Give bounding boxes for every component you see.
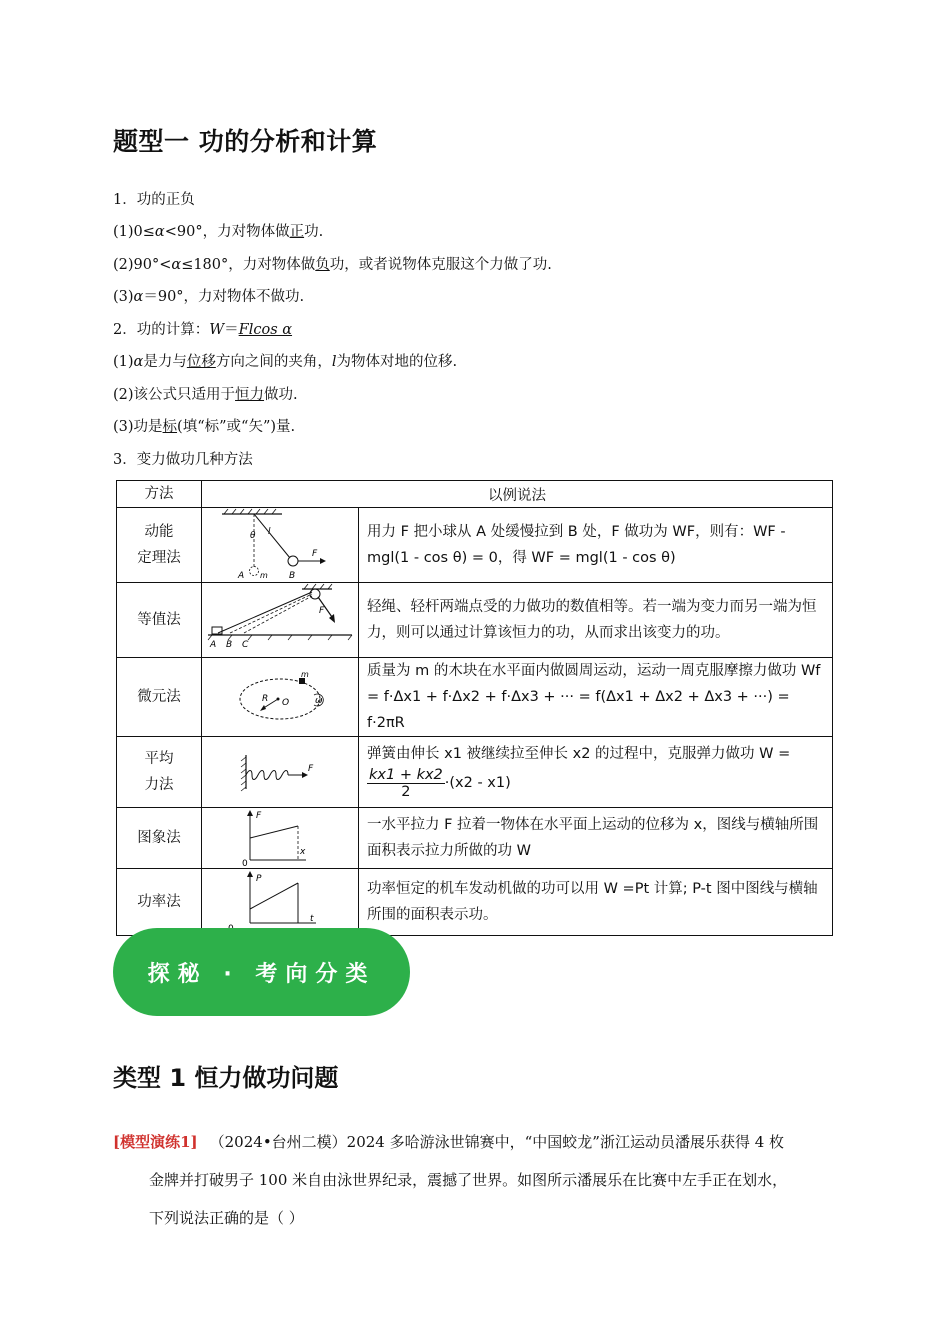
label-R: R bbox=[262, 694, 269, 704]
underlined-answer: 标 bbox=[162, 419, 178, 435]
type-heading: 类型 1 恒力做功问题 bbox=[113, 1064, 339, 1092]
text: (3) bbox=[113, 289, 134, 305]
method-name: 平均 力法 bbox=[117, 737, 202, 808]
label-P: P bbox=[256, 874, 262, 884]
text: (1) bbox=[113, 354, 134, 370]
method-desc: 质量为 m 的木块在水平面内做圆周运动，运动一周克服摩擦力做功 Wf = f·Δx1 + f·Δx2 + f·Δx3 + ··· = f(Δx1 + Δx2 + Δx3 + ···) = f·2πR bbox=[359, 658, 833, 737]
fraction-denominator: 2 bbox=[401, 783, 411, 800]
text: (2)该公式只适用于 bbox=[113, 387, 236, 403]
var: α bbox=[133, 354, 144, 370]
sec2-line-1 bbox=[113, 350, 457, 371]
table-row bbox=[117, 583, 833, 658]
var: α bbox=[171, 257, 182, 273]
label-F: F bbox=[319, 606, 325, 616]
pendulum-diagram bbox=[202, 508, 358, 582]
question-line-2: 金牌并打破男子 100 米自由泳世界纪录，震撼了世界。如图所示潘展乐在比赛中左手正在划水， bbox=[149, 1171, 788, 1189]
var: l bbox=[331, 354, 337, 370]
underlined-answer: 位移 bbox=[186, 354, 216, 370]
fx-graph-figure bbox=[202, 808, 359, 869]
text: ＝90°，力对物体不做功. bbox=[143, 289, 305, 305]
label-F: F bbox=[256, 811, 262, 821]
method-name: 微元法 bbox=[117, 658, 202, 737]
var: W bbox=[209, 322, 225, 338]
circular-motion-diagram bbox=[202, 667, 358, 727]
label-x: x bbox=[300, 847, 306, 857]
text: 方向之间的夹角， bbox=[215, 354, 332, 370]
question-line-1 bbox=[113, 1131, 784, 1152]
label-theta: θ bbox=[250, 531, 256, 541]
f-x-graph bbox=[202, 808, 358, 868]
label-F: F bbox=[308, 764, 314, 774]
section-1-title: 1．功的正负 bbox=[113, 192, 195, 208]
label-A: A bbox=[210, 640, 217, 650]
desc-line-1: 弹簧由伸长 x1 被继续拉至伸长 x2 的过程中，克服弹力做功 W = bbox=[367, 745, 791, 762]
label-m: m bbox=[260, 571, 268, 580]
spring-diagram bbox=[202, 737, 358, 807]
table-row bbox=[117, 508, 833, 583]
method-desc: 一水平拉力 F 拉着一物体在水平面上运动的位移为 x，图线与横轴所围面积表示拉力所做的功 W bbox=[359, 808, 833, 869]
pt-graph-figure bbox=[202, 869, 359, 936]
label-A: A bbox=[238, 571, 245, 581]
p-t-graph bbox=[202, 869, 358, 935]
question-tag: [模型演练1] bbox=[113, 1133, 198, 1151]
text: (1)0≤ bbox=[113, 224, 155, 240]
rope-diagram bbox=[202, 583, 358, 657]
text: 是力与 bbox=[143, 354, 187, 370]
section-3-title: 3．变力做功几种方法 bbox=[113, 452, 253, 468]
desc-line-2 bbox=[367, 767, 824, 800]
sec1-line-3 bbox=[113, 285, 304, 306]
text: (填“标”或“矢”)量. bbox=[177, 419, 296, 435]
method-desc bbox=[359, 737, 833, 808]
section-banner bbox=[113, 928, 410, 1016]
method-name: 动能 定理法 bbox=[117, 508, 202, 583]
fraction-tail: ·(x2 - x1) bbox=[444, 775, 511, 791]
table-header bbox=[117, 481, 833, 508]
underlined-formula: Flcos α bbox=[238, 322, 293, 338]
sec1-line-1 bbox=[113, 220, 323, 241]
text: 功，或者说物体克服这个力做了功. bbox=[329, 257, 552, 273]
text: <90°，力对物体做 bbox=[164, 224, 290, 240]
question-text: （2024•台州二模）2024 多哈游泳世锦赛中，“中国蛟龙”浙江运动员潘展乐获得 4 枚 bbox=[209, 1133, 785, 1151]
page-title: 题型一 功的分析和计算 bbox=[113, 127, 378, 156]
text: ＝ bbox=[224, 322, 239, 338]
table-row bbox=[117, 808, 833, 869]
label-m: m bbox=[301, 670, 309, 679]
method-desc: 功率恒定的机车发动机做的功可以用 W =Pt 计算; P-t 图中图线与横轴所围的面积表示功。 bbox=[359, 869, 833, 936]
label-l: l bbox=[268, 527, 271, 537]
label-B: B bbox=[289, 571, 296, 581]
method-name: 等值法 bbox=[117, 583, 202, 658]
table-row bbox=[117, 658, 833, 737]
spring-figure bbox=[202, 737, 359, 808]
circle-figure bbox=[202, 658, 359, 737]
rope-figure bbox=[202, 583, 359, 658]
text: 功. bbox=[304, 224, 324, 240]
var: α bbox=[154, 224, 165, 240]
label-B: B bbox=[226, 640, 233, 650]
underlined-answer: 正 bbox=[289, 224, 305, 240]
header-example: 以例说法 bbox=[202, 481, 833, 508]
question-line-3: 下列说法正确的是（ ） bbox=[149, 1209, 304, 1227]
table-row bbox=[117, 737, 833, 808]
table-row bbox=[117, 869, 833, 936]
text: 为物体对地的位移. bbox=[336, 354, 458, 370]
section-2-title bbox=[113, 318, 292, 339]
label-O: O bbox=[282, 698, 290, 708]
method-desc: 轻绳、轻杆两端点受的力做功的数值相等。若一端为变力而另一端为恒力，则可以通过计算该恒力的功，从而求出该变力的功。 bbox=[359, 583, 833, 658]
fraction-numerator: kx1 + kx2 bbox=[369, 766, 443, 783]
header-method: 方法 bbox=[117, 481, 202, 508]
label-F: F bbox=[312, 549, 318, 559]
sec1-line-2 bbox=[113, 253, 552, 274]
sec2-line-3 bbox=[113, 415, 295, 436]
text: 2．功的计算： bbox=[113, 322, 210, 338]
text: (2)90°< bbox=[113, 257, 172, 273]
method-desc: 用力 F 把小球从 A 处缓慢拉到 B 处，F 做功为 WF，则有：WF - mgl(1 - cos θ) = 0，得 WF = mgl(1 - cos θ) bbox=[359, 508, 833, 583]
underlined-answer: 负 bbox=[315, 257, 330, 273]
sec2-line-2 bbox=[113, 383, 298, 404]
fraction bbox=[367, 767, 445, 800]
text: (3)功是 bbox=[113, 419, 163, 435]
method-name: 图象法 bbox=[117, 808, 202, 869]
underlined-answer: 恒力 bbox=[235, 387, 265, 403]
method-name: 功率法 bbox=[117, 869, 202, 936]
text: 做功. bbox=[264, 387, 298, 403]
pendulum-figure bbox=[202, 508, 359, 583]
label-t: t bbox=[310, 914, 314, 924]
banner-text: 探秘 · 考向分类 bbox=[147, 961, 376, 987]
label-C: C bbox=[242, 640, 249, 650]
label-omega: ω bbox=[315, 696, 323, 706]
label-origin: 0 bbox=[242, 859, 248, 868]
text: ≤180°，力对物体做 bbox=[181, 257, 316, 273]
var: α bbox=[133, 289, 144, 305]
methods-table bbox=[116, 480, 833, 936]
